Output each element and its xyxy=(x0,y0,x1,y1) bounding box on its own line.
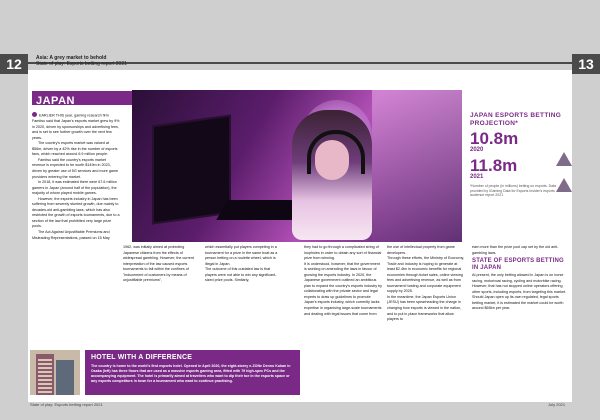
hotel-sidebar xyxy=(85,350,300,395)
gamer-photo xyxy=(132,90,462,242)
running-title: Asia: A grey market to behold xyxy=(36,55,107,61)
section-title-box xyxy=(32,91,132,105)
paragraph: However, the esports industry in Japan has been suffering from severely stunted growth, due mainly to decades-old anti-gambling laws, which has also restricted the growth of esports tournaments, due to a section of the law that prohibited very large prize pools. xyxy=(32,196,120,229)
page-number-right: 13 xyxy=(572,54,600,74)
projection-value-2: 11.8m xyxy=(470,156,518,175)
article-column-3: which essentially put players competing in a tournament for a prize in the same boat as a person betting on a roulette wheel, which is illegal in Japan. The outcome of this outdated law is that players were not able to win any significant-sized prize pools. Similarly, xyxy=(205,245,278,283)
page-number-left: 12 xyxy=(0,54,28,74)
photo-neon-light xyxy=(372,90,462,242)
running-head xyxy=(36,55,127,67)
paragraph: In 2018, it was estimated there were 67.6 million gamers in Japan (around half of the population), the majority of whom played mobile games. xyxy=(32,180,117,196)
bullet-icon xyxy=(32,112,37,117)
section-title: JAPAN xyxy=(36,95,75,107)
paragraph: The Act Against Unjustifiable Premiums and Misleading Representations, passed on 15 May xyxy=(32,229,110,240)
projection-year-2: 2021 xyxy=(470,174,484,180)
paragraph: The country's esports market was valued at $56m, driven by a 42% rise in the number of esports fans, which reached around 6.9 million people. xyxy=(32,141,118,157)
article-column-6 xyxy=(472,245,568,312)
footer-right: July 2021 xyxy=(548,402,566,407)
up-arrow-icon xyxy=(556,178,572,192)
footer-left: State of play: Esports betting report 2021 xyxy=(30,402,103,407)
paragraph: earn more than the prize pool cap set by the old anti-gambling laws. xyxy=(472,245,559,255)
photo-monitor xyxy=(152,114,231,224)
paragraph: At present, the only betting allowed in Japan is on horse racing, motorboat racing, cycling and motorbike racing. However, that has not stopped online operators offering other sports, including esports, from targeting this market. Should Japan open up its own regulated, legal sports betting market, it is estimated the market could be worth around $65bn per year. xyxy=(472,273,567,311)
projection-callout xyxy=(470,112,570,198)
projection-value-1: 10.8m xyxy=(470,129,519,148)
article-column-1 xyxy=(32,112,120,241)
hotel-photo xyxy=(30,350,80,395)
up-arrow-icon xyxy=(556,152,572,166)
running-subtitle: State of play: Esports betting report 2021 xyxy=(36,61,127,67)
article-column-5: the use of intellectual property from game developers. Through these efforts, the Ministry of Economy, Trade and Industry is hoping to generate at least $2.4bn in economic benefits for regional economies through ticket sales, online viewing fees and advertising revenue, as well as from tournament hosting and corporate equipment supply by 2025. In the meantime, the Japan Esports Union (JESU) has been spearheading the charge in changing how esports is viewed in the nation, and to put in place frameworks that allow players to xyxy=(387,245,465,322)
hotel-windows xyxy=(38,358,52,393)
projection-eyebrow: JAPAN ESPORTS BETTING PROJECTION* xyxy=(470,112,562,127)
projection-year-1: 2020 xyxy=(470,147,484,153)
subheading: STATE OF ESPORTS BETTING IN JAPAN xyxy=(472,258,564,272)
hotel-building xyxy=(56,360,74,395)
paragraph: EARLIER THIS year, gaming research firm Famitsu said that Japan's esports market grew by 9% in 2020, driven by sponsorships and advertising fees, and is set to see further growth over the next few years. xyxy=(32,113,120,140)
article-column-2: 1962, was initially aimed at protecting Japanese citizens from the effects of widespread gambling. However, the current interpretation of the law caused esports tournaments to fall within the confines of "inducement of customers by means of unjustifiable premiums", xyxy=(123,245,194,283)
paragraph: Famitsu said the country's esports market revenue is expected to be worth $149m in 2023, driven by greater use of 5G services and more game providers entering the market. xyxy=(32,157,119,179)
hotel-body: The country is home to the world's first esports hotel. Opened in April 2020, the eight-storey e-ZONe Denno Kukan in Osaka (left) has three floors that are used as a massive esports gaming area, fitted with 79 high-spec PCs and the accompanying equipment. The hotel is primarily aimed at travellers who want to dip their toe in the esports space or any esports competitors in town for a tournament who want to continue practising. xyxy=(91,364,291,383)
article-column-4: they had to go through a complicated string of loopholes in order to obtain any sort of financial prize from winning. It is understood, however, that the government is working on amending the laws in favour of growing the esports industry. In 2020, the Japanese government outlined an ambitious plan to expand the country's esports industry by collaborating with the private sector and legal experts to draw up guidelines to promote Japan's esports industry, which currently lacks expertise in organising large-scale tournaments and dealing with legal issues that come from xyxy=(304,245,382,316)
projection-footnote: *Number of people (in millions) betting on esports. Data provided by iGaming Data for Esports Insider's esports audience report 2021 xyxy=(470,184,556,198)
hotel-title: HOTEL WITH A DIFFERENCE xyxy=(91,354,193,361)
